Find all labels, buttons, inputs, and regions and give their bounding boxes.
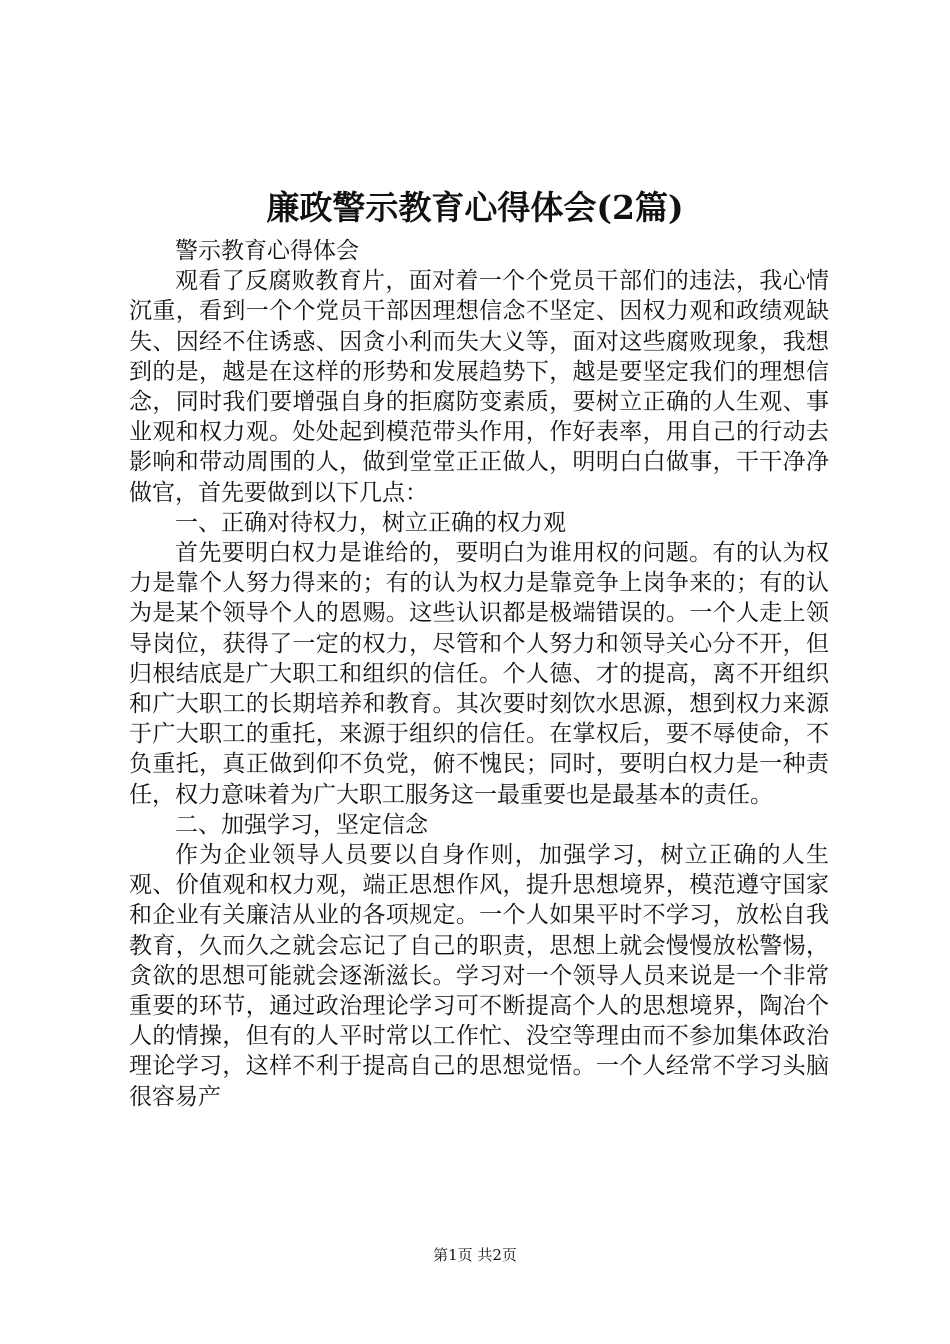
section-heading-1: 一、正确对待权力，树立正确的权力观 xyxy=(175,509,566,536)
document-body xyxy=(129,236,829,1112)
section-heading-警示: 警示教育心得体会 xyxy=(175,238,359,264)
paragraph: 观看了反腐败教育片，面对着一个个党员干部们的违法，我心情沉重，看到一个个党员干部因理想信念不坚定、因权力观和政绩观缺失、因经不住诱惑、因贪小利而失大义等，面对这些腐败现象，我想到的是，越是在这样的形势和发展趋势下，越是要坚定我们的理想信念，同时我们要增强自身的拒腐防变素质，要树立正确的人生观、事业观和权力观。处处起到模范带头作用，作好表率，用自己的行动去影响和带动周围的人，做到堂堂正正做人，明明白白做事，干干净净做官，首先要做到以下几点： xyxy=(129,268,829,506)
paragraph: 作为企业领导人员要以自身作则，加强学习，树立正确的人生观、价值观和权力观，端正思想作风，提升思想境界，模范遵守国家和企业有关廉洁从业的各项规定。一个人如果平时不学习，放松自我教育，久而久之就会忘记了自己的职责，思想上就会慢慢放松警惕，贪欲的思想可能就会逐渐滋长。学习对一个领导人员来说是一个非常重要的环节，通过政治理论学习可不断提高个人的思想境界，陶冶个人的情操，但有的人平时常以工作忙、没空等理由而不参加集体政治理论学习，这样不利于提高自己的思想觉悟。一个人经常不学习头脑很容易产 xyxy=(129,842,829,1110)
section-heading-2: 二、加强学习，坚定信念 xyxy=(175,811,428,838)
paragraph: 首先要明白权力是谁给的，要明白为谁用权的问题。有的认为权力是靠个人努力得来的；有的认为权力是靠竞争上岗争来的；有的认为是某个领导个人的恩赐。这些认识都是极端错误的。一个人走上领导岗位，获得了一定的权力，尽管和个人努力和领导关心分不开，但归根结底是广大职工和组织的信任。个人德、才的提高，离不开组织和广大职工的长期培养和教育。其次要时刻饮水思源，想到权力来源于广大职工的重托，来源于组织的信任。在掌权后，要不辱使命，不负重托，真正做到仰不负党，俯不愧民；同时，要明白权力是一种责任，权力意味着为广大职工服务这一最重要也是最基本的责任。 xyxy=(129,540,829,808)
document-title: 廉政警示教育心得体会(2篇) xyxy=(266,188,684,227)
page-number: 第1页 共2页 xyxy=(433,1246,517,1264)
